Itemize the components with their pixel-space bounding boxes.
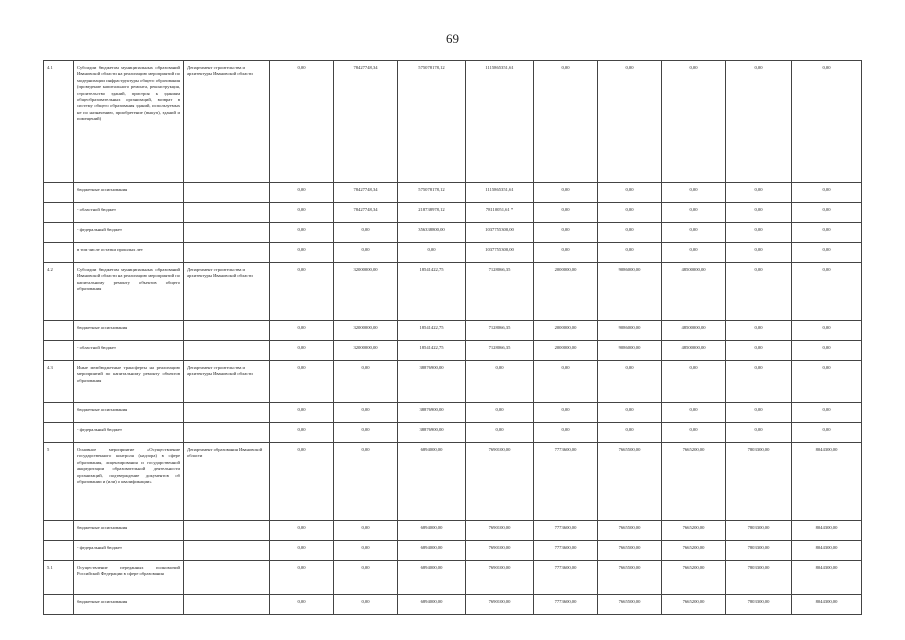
- description-cell: Субсидии бюджетам муниципальных образований Ивановской области на реализацию мероприятий по капитальному ремонту объектов общего образования: [74, 263, 184, 321]
- description-cell: - областной бюджет: [74, 341, 184, 361]
- amount-cell: 7665200,00: [662, 521, 726, 541]
- amount-cell: 1037755300,00: [466, 223, 534, 243]
- amount-cell: 0,00: [334, 521, 398, 541]
- table-row: [44, 243, 862, 263]
- amount-cell: 6894000,00: [398, 443, 466, 521]
- amount-cell: 0,00: [662, 243, 726, 263]
- budget-table-body: [44, 61, 862, 615]
- amount-cell: 0,00: [726, 223, 792, 243]
- amount-cell: 0,00: [792, 183, 862, 203]
- amount-cell: 78427748,34: [334, 183, 398, 203]
- amount-cell: 0,00: [398, 243, 466, 263]
- amount-cell: 48500000,00: [662, 341, 726, 361]
- amount-cell: 7665500,00: [598, 521, 662, 541]
- table-row: [44, 263, 862, 321]
- table-row: [44, 595, 862, 615]
- amount-cell: 0,00: [334, 243, 398, 263]
- amount-cell: 0,00: [726, 263, 792, 321]
- row-index-cell: 5: [44, 443, 74, 521]
- table-row: [44, 321, 862, 341]
- amount-cell: 0,00: [726, 361, 792, 403]
- amount-cell: 0,00: [792, 341, 862, 361]
- amount-cell: 0,00: [792, 203, 862, 223]
- description-cell: Субсидии бюджетам муниципальных образований Ивановской области на реализацию мероприятий по модернизации инфраструктуры общего образования (проведение капитального ремонта, реконструкция, строительство зданий, пристроя к зданиям общеобразовательных организаций, возврат в систему общего образования зданий, используемых не по назначению, приобретение (выкуп), зданий и помещений): [74, 61, 184, 183]
- amount-cell: 0,00: [598, 361, 662, 403]
- amount-cell: 0,00: [270, 321, 334, 341]
- amount-cell: 8044300,00: [792, 561, 862, 595]
- table-row: [44, 361, 862, 403]
- amount-cell: 9086000,00: [598, 321, 662, 341]
- department-cell: [184, 243, 270, 263]
- row-index-cell: 5.1: [44, 561, 74, 595]
- table-row: [44, 423, 862, 443]
- amount-cell: 0,00: [726, 403, 792, 423]
- amount-cell: 7690100,00: [466, 561, 534, 595]
- amount-cell: 2000000,00: [534, 263, 598, 321]
- table-row: [44, 403, 862, 423]
- amount-cell: 0,00: [270, 361, 334, 403]
- amount-cell: 78110051,61 *: [466, 203, 534, 223]
- amount-cell: 0,00: [598, 183, 662, 203]
- row-index-cell: [44, 321, 74, 341]
- amount-cell: 18541422,75: [398, 341, 466, 361]
- budget-table: [43, 60, 862, 615]
- amount-cell: 32000000,00: [334, 263, 398, 321]
- amount-cell: 0,00: [270, 423, 334, 443]
- amount-cell: 2000000,00: [534, 321, 598, 341]
- amount-cell: 1037755300,00: [466, 243, 534, 263]
- amount-cell: 0,00: [726, 203, 792, 223]
- amount-cell: 0,00: [534, 361, 598, 403]
- description-cell: Иные межбюджетные трансферты на реализацию мероприятий по капитальному ремонту объектов образования: [74, 361, 184, 403]
- amount-cell: 0,00: [726, 183, 792, 203]
- table-row: [44, 541, 862, 561]
- description-cell: бюджетные ассигнования: [74, 183, 184, 203]
- amount-cell: 6894000,00: [398, 541, 466, 561]
- description-cell: бюджетные ассигнования: [74, 321, 184, 341]
- amount-cell: 0,00: [334, 423, 398, 443]
- amount-cell: 7128066,35: [466, 341, 534, 361]
- table-row: [44, 203, 862, 223]
- amount-cell: 7665500,00: [598, 443, 662, 521]
- amount-cell: 0,00: [662, 361, 726, 403]
- table-row: [44, 521, 862, 541]
- amount-cell: 0,00: [270, 263, 334, 321]
- amount-cell: 1115865351,61: [466, 183, 534, 203]
- table-row: [44, 443, 862, 521]
- amount-cell: 0,00: [270, 443, 334, 521]
- amount-cell: 7773600,00: [534, 443, 598, 521]
- amount-cell: 7803300,00: [726, 561, 792, 595]
- amount-cell: 8044300,00: [792, 595, 862, 615]
- amount-cell: 0,00: [662, 183, 726, 203]
- amount-cell: 38876900,00: [398, 361, 466, 403]
- amount-cell: 7773600,00: [534, 595, 598, 615]
- amount-cell: 48500000,00: [662, 263, 726, 321]
- row-index-cell: [44, 203, 74, 223]
- amount-cell: 0,00: [792, 223, 862, 243]
- department-cell: [184, 403, 270, 423]
- amount-cell: 7665200,00: [662, 443, 726, 521]
- amount-cell: 32000000,00: [334, 341, 398, 361]
- amount-cell: 0,00: [792, 321, 862, 341]
- amount-cell: 0,00: [792, 243, 862, 263]
- amount-cell: 0,00: [598, 223, 662, 243]
- row-index-cell: [44, 243, 74, 263]
- table-row: [44, 341, 862, 361]
- amount-cell: 9086000,00: [598, 263, 662, 321]
- amount-cell: 7773600,00: [534, 521, 598, 541]
- amount-cell: 0,00: [662, 403, 726, 423]
- row-index-cell: [44, 595, 74, 615]
- amount-cell: 0,00: [334, 595, 398, 615]
- amount-cell: 0,00: [466, 361, 534, 403]
- description-cell: в том числе остатки прошлых лет: [74, 243, 184, 263]
- amount-cell: 0,00: [270, 403, 334, 423]
- table-row: [44, 61, 862, 183]
- amount-cell: 18541422,75: [398, 321, 466, 341]
- row-index-cell: [44, 403, 74, 423]
- amount-cell: 0,00: [334, 361, 398, 403]
- amount-cell: 0,00: [662, 423, 726, 443]
- amount-cell: 0,00: [598, 203, 662, 223]
- amount-cell: 7665200,00: [662, 561, 726, 595]
- department-cell: [184, 541, 270, 561]
- description-cell: Основное мероприятие «Осуществление государственного контроля (надзора) в сфере образования, лицензирования и государственной аккредитации образовательной деятельности организаций, подтверждение документов об образовании и (или) о квалификации»: [74, 443, 184, 521]
- amount-cell: 0,00: [598, 423, 662, 443]
- amount-cell: 7665500,00: [598, 541, 662, 561]
- amount-cell: 0,00: [270, 61, 334, 183]
- amount-cell: 0,00: [466, 403, 534, 423]
- amount-cell: 7803300,00: [726, 595, 792, 615]
- amount-cell: 8044300,00: [792, 541, 862, 561]
- department-cell: [184, 341, 270, 361]
- amount-cell: 8044300,00: [792, 521, 862, 541]
- amount-cell: 0,00: [534, 423, 598, 443]
- amount-cell: 575078178,12: [398, 183, 466, 203]
- amount-cell: 356338800,00: [398, 223, 466, 243]
- amount-cell: 32000000,00: [334, 321, 398, 341]
- amount-cell: 0,00: [662, 61, 726, 183]
- department-cell: Департамент строительства и архитектуры Ивановской области: [184, 61, 270, 183]
- description-cell: - федеральный бюджет: [74, 423, 184, 443]
- department-cell: [184, 521, 270, 541]
- amount-cell: 0,00: [534, 223, 598, 243]
- row-index-cell: [44, 521, 74, 541]
- table-row: [44, 223, 862, 243]
- amount-cell: 78427748,34: [334, 203, 398, 223]
- amount-cell: 78427748,34: [334, 61, 398, 183]
- amount-cell: 0,00: [662, 203, 726, 223]
- amount-cell: 7665200,00: [662, 541, 726, 561]
- amount-cell: 0,00: [534, 203, 598, 223]
- amount-cell: 0,00: [598, 403, 662, 423]
- amount-cell: 7665200,00: [662, 595, 726, 615]
- amount-cell: 0,00: [598, 61, 662, 183]
- amount-cell: 7690100,00: [466, 443, 534, 521]
- row-index-cell: [44, 423, 74, 443]
- amount-cell: 7128066,35: [466, 321, 534, 341]
- amount-cell: 0,00: [792, 403, 862, 423]
- amount-cell: 0,00: [334, 443, 398, 521]
- amount-cell: 48500000,00: [662, 321, 726, 341]
- description-cell: бюджетные ассигнования: [74, 521, 184, 541]
- amount-cell: 0,00: [334, 541, 398, 561]
- amount-cell: 7690100,00: [466, 521, 534, 541]
- department-cell: [184, 223, 270, 243]
- row-index-cell: [44, 341, 74, 361]
- department-cell: Департамент строительства и архитектуры Ивановской области: [184, 361, 270, 403]
- page-number: 69: [446, 31, 459, 46]
- amount-cell: 0,00: [662, 223, 726, 243]
- amount-cell: 0,00: [270, 203, 334, 223]
- department-cell: [184, 183, 270, 203]
- amount-cell: 0,00: [270, 243, 334, 263]
- department-cell: [184, 561, 270, 595]
- amount-cell: 0,00: [270, 183, 334, 203]
- amount-cell: 0,00: [534, 243, 598, 263]
- amount-cell: 8044300,00: [792, 443, 862, 521]
- description-cell: - федеральный бюджет: [74, 223, 184, 243]
- description-cell: бюджетные ассигнования: [74, 595, 184, 615]
- amount-cell: 18541422,75: [398, 263, 466, 321]
- amount-cell: 38876900,00: [398, 423, 466, 443]
- amount-cell: 2000000,00: [534, 341, 598, 361]
- amount-cell: 0,00: [726, 341, 792, 361]
- amount-cell: 7690100,00: [466, 541, 534, 561]
- amount-cell: 0,00: [726, 423, 792, 443]
- department-cell: [184, 595, 270, 615]
- row-index-cell: [44, 223, 74, 243]
- amount-cell: 7803300,00: [726, 541, 792, 561]
- amount-cell: 0,00: [726, 61, 792, 183]
- description-cell: Осуществление переданных полномочий Российской Федерации в сфере образования: [74, 561, 184, 595]
- amount-cell: 38876900,00: [398, 403, 466, 423]
- amount-cell: 218738978,12: [398, 203, 466, 223]
- amount-cell: 0,00: [270, 561, 334, 595]
- amount-cell: 0,00: [534, 61, 598, 183]
- amount-cell: 0,00: [726, 243, 792, 263]
- department-cell: [184, 423, 270, 443]
- amount-cell: 9086000,00: [598, 341, 662, 361]
- amount-cell: 0,00: [270, 595, 334, 615]
- amount-cell: 0,00: [466, 423, 534, 443]
- amount-cell: 7803300,00: [726, 521, 792, 541]
- amount-cell: 1115865351,61: [466, 61, 534, 183]
- amount-cell: 0,00: [792, 423, 862, 443]
- amount-cell: 0,00: [270, 341, 334, 361]
- amount-cell: 7773600,00: [534, 561, 598, 595]
- amount-cell: 0,00: [334, 561, 398, 595]
- department-cell: [184, 203, 270, 223]
- amount-cell: 7665500,00: [598, 561, 662, 595]
- amount-cell: 0,00: [270, 223, 334, 243]
- amount-cell: 0,00: [334, 223, 398, 243]
- amount-cell: 6894000,00: [398, 521, 466, 541]
- amount-cell: 575078178,12: [398, 61, 466, 183]
- amount-cell: 7128066,35: [466, 263, 534, 321]
- amount-cell: 0,00: [270, 541, 334, 561]
- amount-cell: 0,00: [598, 243, 662, 263]
- row-index-cell: 4.1: [44, 61, 74, 183]
- department-cell: Департамент образования Ивановской области: [184, 443, 270, 521]
- amount-cell: 7773600,00: [534, 541, 598, 561]
- amount-cell: 6894000,00: [398, 595, 466, 615]
- amount-cell: 6894000,00: [398, 561, 466, 595]
- row-index-cell: [44, 541, 74, 561]
- amount-cell: 0,00: [534, 183, 598, 203]
- row-index-cell: 4.3: [44, 361, 74, 403]
- amount-cell: 0,00: [534, 403, 598, 423]
- amount-cell: 0,00: [792, 361, 862, 403]
- amount-cell: 0,00: [726, 321, 792, 341]
- table-row: [44, 561, 862, 595]
- department-cell: Департамент строительства и архитектуры Ивановской области: [184, 263, 270, 321]
- amount-cell: 7803300,00: [726, 443, 792, 521]
- amount-cell: 0,00: [792, 61, 862, 183]
- amount-cell: 0,00: [270, 521, 334, 541]
- department-cell: [184, 321, 270, 341]
- amount-cell: 0,00: [792, 263, 862, 321]
- amount-cell: 7690100,00: [466, 595, 534, 615]
- description-cell: бюджетные ассигнования: [74, 403, 184, 423]
- row-index-cell: [44, 183, 74, 203]
- description-cell: - федеральный бюджет: [74, 541, 184, 561]
- description-cell: - областной бюджет: [74, 203, 184, 223]
- table-row: [44, 183, 862, 203]
- row-index-cell: 4.2: [44, 263, 74, 321]
- amount-cell: 7665500,00: [598, 595, 662, 615]
- amount-cell: 0,00: [334, 403, 398, 423]
